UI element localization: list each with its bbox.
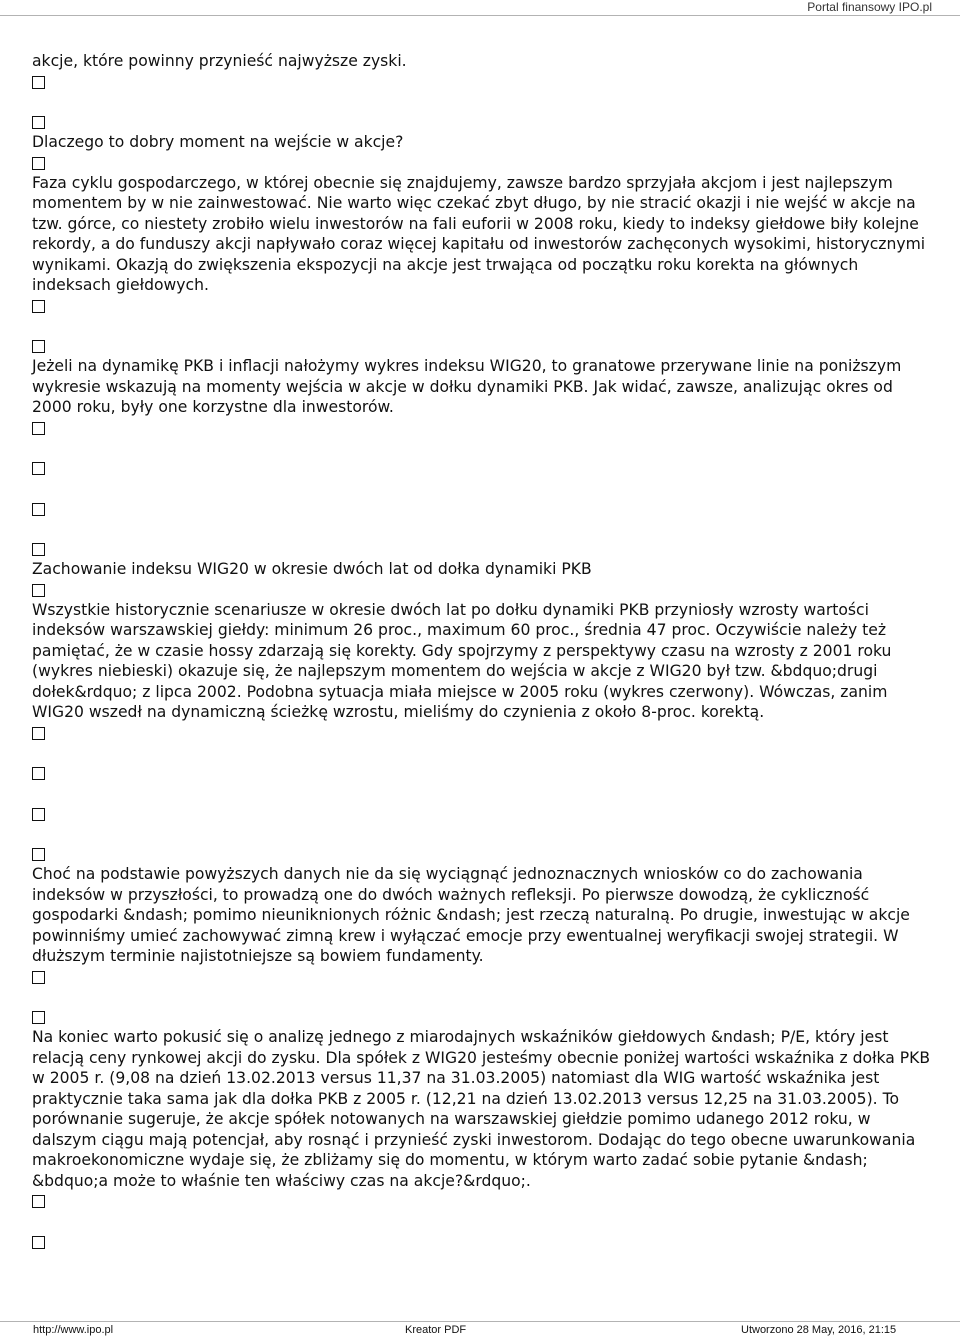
section-heading-why-now: Dlaczego to dobry moment na wejście w akcje?	[32, 133, 404, 151]
spacer	[32, 438, 937, 459]
checkbox-icon	[32, 971, 45, 984]
paragraph-pe-ratio: Na koniec warto pokusić się o analizę jednego z miarodajnych wskaźników giełdowych &ndash; P/E, który jest relacją ceny rynkowej akcji do zysku. Dla spółek z WIG20 jesteśmy obecnie poniżej wartości wskaźnika z dołka PKB w 2005 r. (9,08 na dzień 13.02.2013 versus 11,37 na 31.03.2005) natomiast dla WIG wartość wskaźnika jest praktycznie taka sama jak dla dołka PKB z 2005 r. (12,21 na dzień 13.02.2013 versus 12,25 na 31.03.2005). To porównanie sugeruje, że akcje spółek notowanych na warszawskiej giełdzie pomimo udanego 2012 roku, w dalszym ciągu mają potencjał, aby rosnąć i przynieść zyski inwestorom. Dodając do tego obecne uwarunkowania makroekonomiczne wydaje się, że zbliżamy się do momentu, w którym warto zadać sobie pytanie &ndash; &bdquo;a może to właśnie ten właściwy czas na akcje?&rdquo;.	[32, 1028, 931, 1190]
spacer	[32, 316, 937, 337]
paragraph-wig20-chart-intro: Jeżeli na dynamikę PKB i inflacji nałożymy wykres indeksu WIG20, to granatowe przerywane linie na poniższym wykresie wskazują na momenty wejścia w akcje w dołku dynamiki PKB. Jak widać, zawsze, analizując okres od 2000 roku, były one korzystne dla inwestorów.	[32, 357, 902, 416]
checkbox-icon	[32, 543, 45, 556]
spacer	[32, 92, 937, 113]
header-divider	[0, 15, 960, 16]
checkbox-icon	[32, 727, 45, 740]
spacer	[32, 783, 937, 804]
footer-divider	[0, 1321, 960, 1322]
footer-url-link[interactable]: http://www.ipo.pl	[33, 1324, 114, 1336]
paragraph-1: akcje, które powinny przynieść najwyższe zyski.	[32, 52, 407, 70]
article-body	[32, 51, 937, 1252]
spacer	[32, 987, 937, 1008]
checkbox-icon	[32, 157, 45, 170]
checkbox-icon	[32, 848, 45, 861]
paragraph-conclusions: Choć na podstawie powyższych danych nie da się wyciągnąć jednoznacznych wniosków co do zachowania indeksów w przyszłości, to prowadzą one do dwóch ważnych refleksji. Po pierwsze dowodzą, że cykliczność gospodarki &ndash; pomimo nieuniknionych różnic &ndash; jest rzeczą naturalną. Po drugie, inwestując w akcje powinniśmy umieć zachowywać zimną krew i wyłączać emocje przy ewentualnej weryfikacji swojej strategii. W dłuższym terminie najistotniejsze są bowiem fundamenty.	[32, 865, 910, 965]
paragraph-cycle: Faza cyklu gospodarczego, w której obecnie się znajdujemy, zawsze bardzo sprzyjała akcjom i jest najlepszym momentem by w nie zainwestować. Nie warto więc czekać zbyt długo, by nie stracić okazji i nie wejść w akcje na tzw. górce, co niestety zrobiło wielu inwestorów na fali euforii w 2008 roku, kiedy to indeksy giełdowe biły kolejne rekordy, a do funduszy akcji napływało coraz więcej kapitału od inwestorów zachęconych wysokimi, historycznymi wynikami. Okazją do zwiększenia ekspozycji na akcje jest trwająca od początku roku korekta na głównych indeksach giełdowych.	[32, 173, 926, 294]
checkbox-icon	[32, 300, 45, 313]
spacer	[32, 824, 937, 845]
checkbox-icon	[32, 116, 45, 129]
spacer	[32, 519, 937, 540]
spacer	[32, 478, 937, 499]
checkbox-icon	[32, 584, 45, 597]
checkbox-icon	[32, 462, 45, 475]
spacer	[32, 1211, 937, 1232]
checkbox-icon	[32, 76, 45, 89]
checkbox-icon	[32, 1236, 45, 1249]
checkbox-icon	[32, 422, 45, 435]
spacer	[32, 743, 937, 764]
checkbox-icon	[32, 767, 45, 780]
checkbox-icon	[32, 503, 45, 516]
chart-caption: Zachowanie indeksu WIG20 w okresie dwóch lat od dołka dynamiki PKB	[32, 560, 592, 578]
checkbox-icon	[32, 1011, 45, 1024]
checkbox-icon	[32, 1195, 45, 1208]
paragraph-scenarios: Wszystkie historycznie scenariusze w okresie dwóch lat po dołku dynamiki PKB przyniosły wzrosty wartości indeksów warszawskiej giełdy: minimum 26 proc., maximum 60 proc., średnia 47 proc. Oczywiście należy też pamiętać, że w czasie hossy zdarzają się korekty. Gdy spojrzymy z perspektywy czasu na wzrosty z 2001 roku (wykres niebieski) okazuje się, że najlepszym momentem do wejścia w akcje z WIG20 był tzw. &bdquo;drugi dołek&rdquo; z lipca 2002. Podobna sytuacja miała miejsce w 2005 roku (wykres czerwony). Wówczas, zanim WIG20 wszedł na dynamiczną ścieżkę wzrostu, mieliśmy do czynienia z około 8-proc. korektą.	[32, 600, 892, 721]
footer-generator: Kreator PDF	[405, 1324, 467, 1336]
checkbox-icon	[32, 340, 45, 353]
checkbox-icon	[32, 808, 45, 821]
header-site-name: Portal finansowy IPO.pl	[807, 0, 932, 14]
footer-created-date: Utworzono 28 May, 2016, 21:15	[741, 1324, 897, 1336]
